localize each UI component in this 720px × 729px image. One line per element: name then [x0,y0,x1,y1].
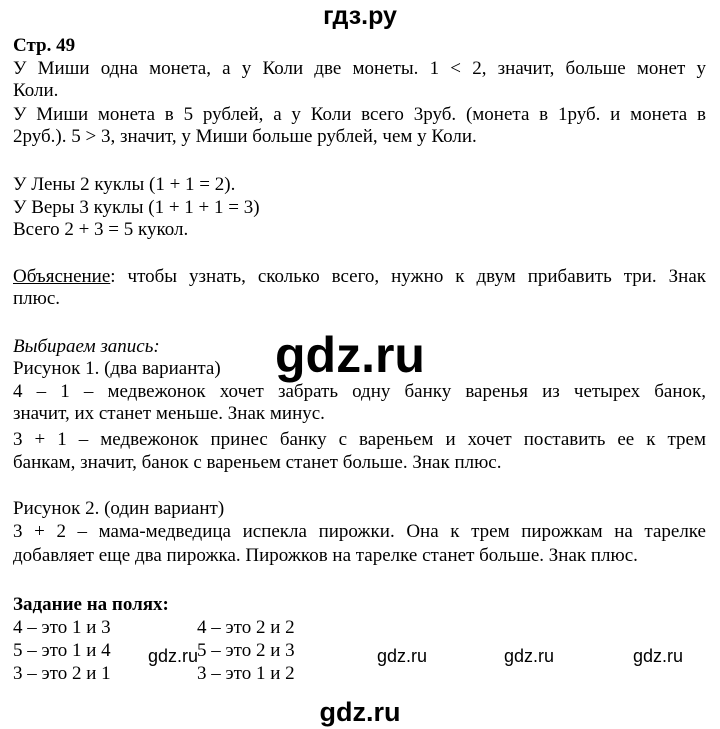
margin-task-left-2: 5 – это 1 и 4 [13,640,111,661]
figure2-line1: 3 + 2 – мама-медведица испекла пирожки. Она к трем пирожкам на тарелке [13,521,706,542]
para2-line2: 2руб.). 5 > 3, значит, у Миши больше рублей, чем у Коли. [13,126,477,147]
figure1-line4: банкам, значит, банок с вареньем станет больше. Знак плюс. [13,452,502,473]
choice-heading: Выбираем запись: [13,336,160,357]
watermark-top: гдз.ру [323,2,397,30]
watermark-small-2: gdz.ru [377,646,428,666]
watermark-bottom: gdz.ru [319,697,401,727]
margin-task-right-3: 3 – это 1 и 2 [197,663,295,684]
para2-line1: У Миши монета в 5 рублей, а у Коли всего 3руб. (монета в 1руб. и монета в [13,104,706,125]
explanation-label: Объяснение [13,266,111,287]
margin-task-right-1: 4 – это 2 и 2 [197,617,295,638]
page-header: Стр. 49 [13,35,76,56]
para3-line3: Всего 2 + 3 = 5 кукол. [13,219,189,240]
explanation-text: : чтобы узнать, сколько всего, нужно к двум прибавить три. Знак [110,266,706,287]
figure2-title: Рисунок 2. (один вариант) [13,498,225,519]
figure1-line3: 3 + 1 – медвежонок принес банку с вареньем и хочет поставить ее к трем [13,429,706,450]
margin-task-right-2: 5 – это 2 и 3 [197,640,295,661]
explanation-line1 [13,266,706,288]
explanation-line2: плюс. [13,288,61,309]
watermark-small-3: gdz.ru [504,646,555,666]
para1-line1: У Миши одна монета, а у Коли две монеты. 1 < 2, значит, больше монет у [13,58,706,79]
watermark-small-1: gdz.ru [148,646,199,666]
para3-line2: У Веры 3 куклы (1 + 1 + 1 = 3) [13,197,260,218]
watermark-large: gdz.ru [275,327,425,383]
margin-task-left-1: 4 – это 1 и 3 [13,617,111,638]
figure1-line2: значит, их станет меньше. Знак минус. [13,403,325,424]
para1-line2: Коли. [13,80,59,101]
watermark-small-4: gdz.ru [633,646,684,666]
margin-task-title: Задание на полях: [13,594,169,615]
figure1-title: Рисунок 1. (два варианта) [13,358,221,379]
figure2-line2: добавляет еще два пирожка. Пирожков на тарелке станет больше. Знак плюс. [13,545,638,566]
figure1-line1: 4 – 1 – медвежонок хочет забрать одну банку варенья из четырех банок, [13,381,706,402]
para3-line1: У Лены 2 куклы (1 + 1 = 2). [13,174,236,195]
margin-task-left-3: 3 – это 2 и 1 [13,663,111,684]
